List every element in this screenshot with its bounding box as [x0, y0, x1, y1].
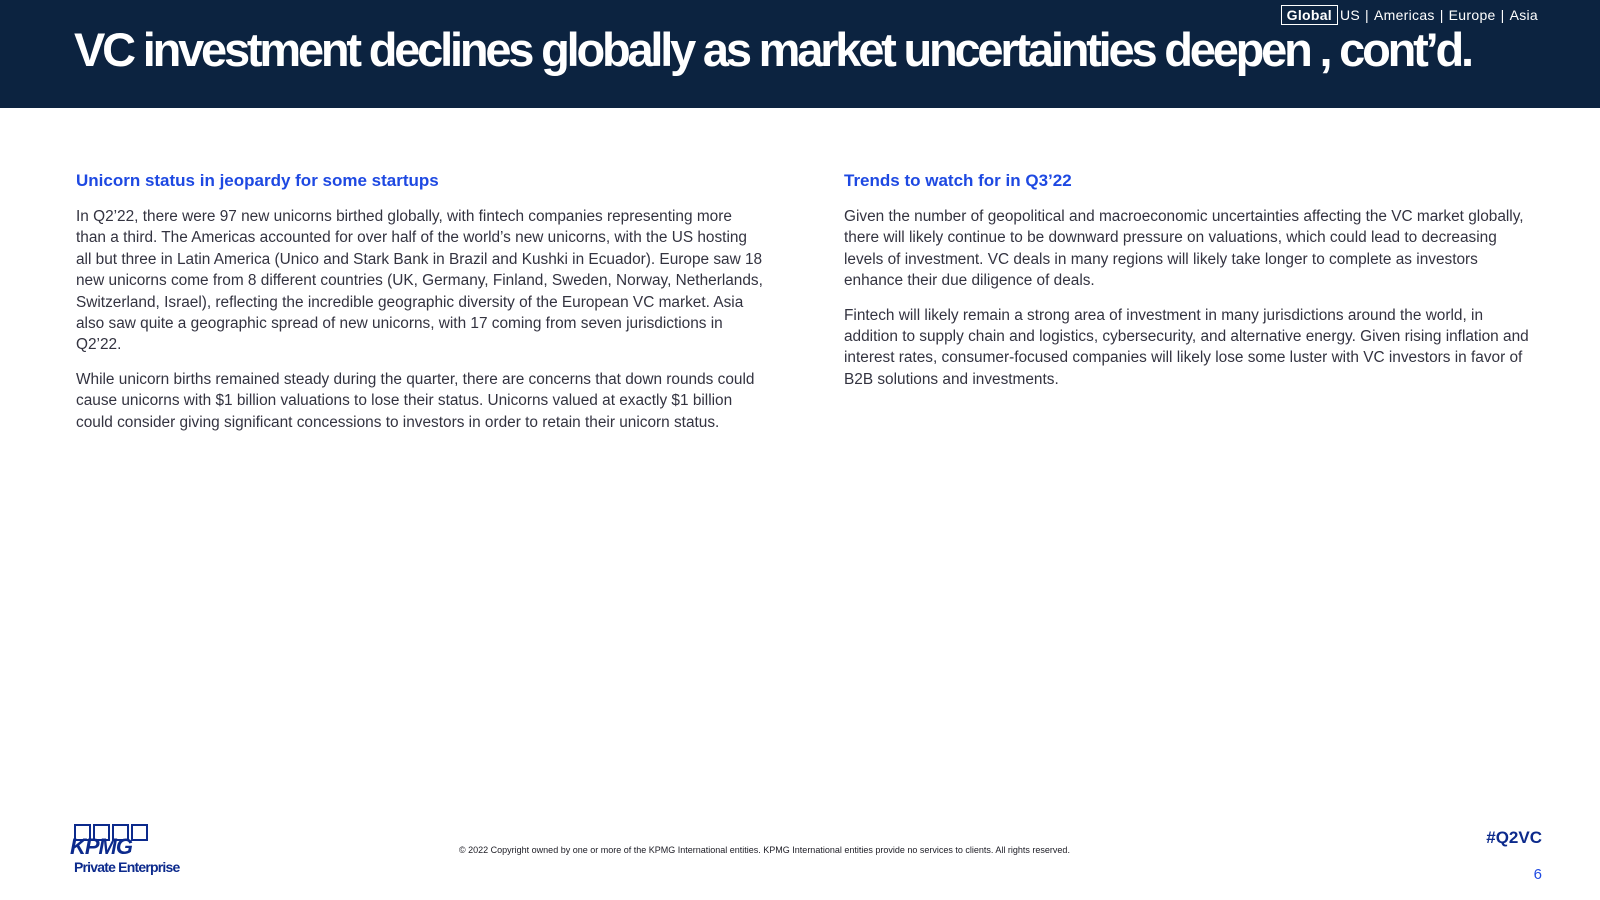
- kpmg-logo: [70, 824, 190, 875]
- nav-link-global[interactable]: Global: [1281, 5, 1338, 25]
- nav-link-us[interactable]: US: [1339, 7, 1361, 23]
- nav-separator: |: [1500, 7, 1505, 23]
- paragraph: Given the number of geopolitical and macroeconomic uncertainties affecting the VC market globally, there will likely continue to be downward pressure on valuations, which could lead to decreasing levels of investment. VC deals in many regions will likely take longer to complete as investors enhance their due diligence of deals.: [844, 208, 1524, 290]
- hashtag: #Q2VC: [1486, 828, 1542, 847]
- kpmg-logo-wordmark: KPMG: [70, 834, 132, 859]
- nav-separator: |: [1365, 7, 1369, 23]
- page-number: 6: [1533, 866, 1542, 883]
- right-column: [844, 168, 1534, 403]
- left-column: [76, 168, 766, 446]
- paragraph: While unicorn births remained steady during the quarter, there are concerns that down rounds could cause unicorns with $1 billion valuations to lose their status. Unicorns valued at exactly $1 billion could consider giving significant concessions to investors in order to retain their unicorn status.: [76, 370, 755, 431]
- paragraph: In Q2’22, there were 97 new unicorns birthed globally, with fintech companies representing more than a third. The Americas accounted for over half of the world’s new unicorns, with the US hosting all but three in Latin America (Unico and Stark Bank in Brazil and Kushki in Ecuador). Europe saw 18 new unicorns come from 8 different countries (UK, Germany, Finland, Sweden, Norway, Netherlands, Switzerland, Israel), reflecting the incredible geographic diversity of the European VC market. Asia also saw quite a geographic spread of new unicorns, with 17 coming from seven jurisdictions in Q2’22.: [76, 208, 763, 354]
- paragraph: Fintech will likely remain a strong area of investment in many jurisdictions around the world, in addition to supply chain and logistics, cybersecurity, and alternative energy. Given rising inflation and interest rates, consumer-focused companies will likely lose some luster with VC investors in favor of B2B solutions and investments.: [844, 306, 1529, 388]
- nav-link-asia[interactable]: Asia: [1509, 7, 1538, 23]
- header-bar: [0, 0, 1600, 108]
- region-nav: [1281, 5, 1538, 25]
- copyright-notice: © 2022 Copyright owned by one or more of the KPMG International entities. KPMG International entities provide no services to clients. All rights reserved.: [459, 845, 1070, 855]
- page-title: VC investment declines globally as market uncertainties deepen , cont’d.: [74, 23, 1471, 76]
- nav-link-americas[interactable]: Americas: [1373, 7, 1435, 23]
- nav-link-europe[interactable]: Europe: [1448, 7, 1496, 23]
- kpmg-logo-subtext: Private Enterprise: [74, 859, 180, 875]
- nav-separator: |: [1439, 7, 1444, 23]
- section-heading-unicorn-status: Unicorn status in jeopardy for some startups: [76, 171, 439, 190]
- section-heading-trends: Trends to watch for in Q3’22: [844, 171, 1072, 190]
